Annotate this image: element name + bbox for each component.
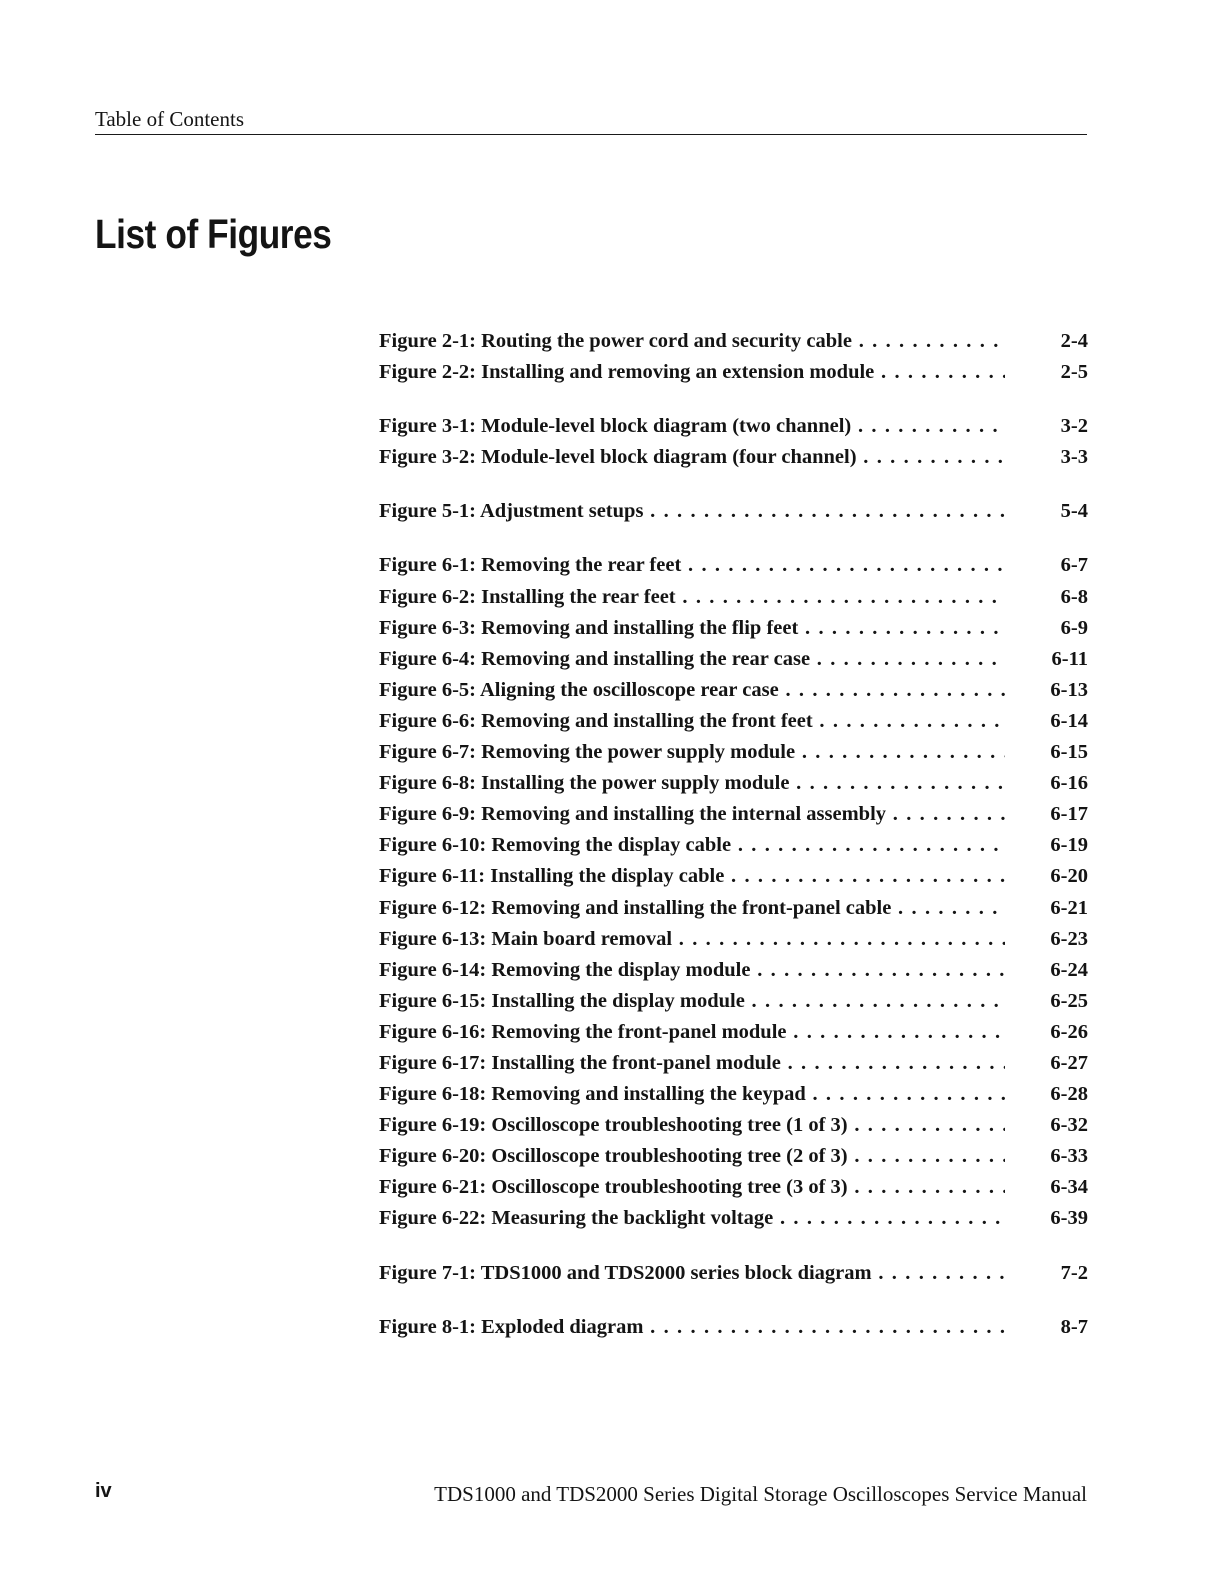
toc-entry-title[interactable]: Figure 6-19: Oscilloscope troubleshooting tree (1 of 3) . . . (379, 1110, 1005, 1141)
toc-entry[interactable] (379, 1203, 1088, 1234)
toc-entry-page[interactable]: 6-26 (1050, 1020, 1088, 1043)
toc-entry-page[interactable]: 6-20 (1050, 865, 1088, 888)
toc-entry[interactable] (379, 1017, 1088, 1048)
toc-entry[interactable] (379, 737, 1088, 768)
toc-entry[interactable] (379, 1141, 1088, 1172)
toc-entry-page[interactable]: 3-3 (1060, 446, 1088, 469)
toc-entry-title[interactable]: Figure 6-5: Aligning the oscilloscope rear case . . . (379, 675, 1005, 706)
toc-entry-title[interactable]: Figure 6-3: Removing and installing the flip feet . . . (379, 613, 1005, 644)
toc-entry[interactable] (379, 411, 1088, 442)
toc-entry-page[interactable]: 6-33 (1050, 1145, 1088, 1168)
toc-entry-title[interactable]: Figure 7-1: TDS1000 and TDS2000 series block diagram . . . (379, 1258, 1005, 1289)
toc-entry-title[interactable]: Figure 6-13: Main board removal . . . (379, 924, 1005, 955)
toc-entry-title[interactable]: Figure 6-18: Removing and installing the keypad . . . (379, 1079, 1005, 1110)
toc-entry[interactable] (379, 582, 1088, 613)
toc-entry-title[interactable]: Figure 6-16: Removing the front-panel module . . . (379, 1017, 1005, 1048)
toc-entry[interactable] (379, 675, 1088, 706)
toc-entry-page[interactable]: 6-14 (1050, 709, 1088, 732)
toc-entry[interactable] (379, 644, 1088, 675)
toc-entry[interactable] (379, 357, 1088, 388)
toc-entry[interactable] (379, 861, 1088, 892)
page-number: iv (95, 1480, 112, 1502)
toc-entry-page[interactable]: 2-4 (1060, 330, 1088, 352)
toc-entry-page[interactable]: 6-11 (1051, 647, 1088, 670)
toc-entry[interactable] (379, 924, 1088, 955)
toc-entry-title[interactable]: Figure 6-17: Installing the front-panel module . . . (379, 1048, 1005, 1079)
toc-entry-page[interactable]: 5-4 (1060, 500, 1088, 523)
page-title: List of Figures (95, 211, 332, 257)
toc-entry-page[interactable]: 6-17 (1050, 803, 1088, 826)
toc-entry-title[interactable]: Figure 6-4: Removing and installing the rear case . . . (379, 644, 1005, 675)
manual-title: TDS1000 and TDS2000 Series Digital Storage Oscilloscopes Service Manual (434, 1482, 1087, 1506)
toc-entry-page[interactable]: 6-21 (1050, 896, 1088, 919)
toc-entry[interactable] (379, 496, 1088, 527)
toc-entry-title[interactable]: Figure 3-1: Module-level block diagram (two channel) . . . (379, 411, 1005, 442)
toc-entry[interactable] (379, 1079, 1088, 1110)
toc-entry-title[interactable]: Figure 6-15: Installing the display module . . . (379, 986, 1005, 1017)
toc-entry-page[interactable]: 6-19 (1050, 834, 1088, 857)
toc-entry[interactable] (379, 550, 1088, 581)
toc-entry-page[interactable]: 6-7 (1060, 554, 1088, 577)
toc-entry-page[interactable]: 2-5 (1060, 361, 1088, 384)
toc-entry-page[interactable]: 6-15 (1050, 741, 1088, 764)
toc-entry-title[interactable]: Figure 6-21: Oscilloscope troubleshooting tree (3 of 3) . . . (379, 1172, 1005, 1203)
toc-entry-page[interactable]: 8-7 (1060, 1315, 1088, 1338)
toc-entry-page[interactable]: 6-24 (1050, 958, 1088, 981)
toc-entry[interactable] (379, 613, 1088, 644)
toc-entry-title[interactable]: Figure 6-2: Installing the rear feet . . . (379, 582, 1005, 613)
figure-group (379, 411, 1088, 473)
running-header-title: Table of Contents (95, 107, 244, 131)
toc-entry-title[interactable]: Figure 6-10: Removing the display cable . . . (379, 830, 1005, 861)
toc-entry-title[interactable]: Figure 5-1: Adjustment setups . . . (379, 496, 1005, 527)
toc-entry[interactable] (379, 326, 1088, 357)
toc-entry[interactable] (379, 1172, 1088, 1203)
toc-entry[interactable] (379, 442, 1088, 473)
toc-entry-page[interactable]: 7-2 (1060, 1261, 1088, 1284)
toc-entry[interactable] (379, 1048, 1088, 1079)
toc-entry-title[interactable]: Figure 6-20: Oscilloscope troubleshooting tree (2 of 3) . . . (379, 1141, 1005, 1172)
figure-group (379, 1258, 1088, 1289)
toc-entry-page[interactable]: 6-23 (1050, 927, 1088, 950)
toc-entry-page[interactable]: 6-32 (1050, 1114, 1088, 1137)
figure-group (379, 326, 1088, 388)
toc-entry[interactable] (379, 1110, 1088, 1141)
toc-entry-title[interactable]: Figure 6-1: Removing the rear feet . . . (379, 550, 1005, 581)
toc-entry[interactable] (379, 986, 1088, 1017)
toc-entry-title[interactable]: Figure 6-12: Removing and installing the front-panel cable . . . (379, 893, 1005, 924)
toc-entry[interactable] (379, 830, 1088, 861)
toc-entry-title[interactable]: Figure 2-1: Routing the power cord and security cable . . . (379, 326, 1005, 357)
toc-entry[interactable] (379, 955, 1088, 986)
running-header (95, 106, 1087, 135)
toc-entry[interactable] (379, 1312, 1088, 1343)
toc-entry[interactable] (379, 706, 1088, 737)
toc-entry-page[interactable]: 6-8 (1060, 585, 1088, 608)
toc-entry-page[interactable]: 6-25 (1050, 989, 1088, 1012)
toc-entry[interactable] (379, 799, 1088, 830)
toc-entry-title[interactable]: Figure 6-7: Removing the power supply module . . . (379, 737, 1005, 768)
toc-entry-page[interactable]: 6-39 (1050, 1207, 1088, 1230)
toc-entry-page[interactable]: 6-34 (1050, 1176, 1088, 1199)
toc-entry-page[interactable]: 6-9 (1060, 616, 1088, 639)
toc-entry-title[interactable]: Figure 6-6: Removing and installing the front feet . . . (379, 706, 1005, 737)
toc-entry-title[interactable]: Figure 2-2: Installing and removing an extension module . . . (379, 357, 1005, 388)
toc-entry-title[interactable]: Figure 6-14: Removing the display module . . . (379, 955, 1005, 986)
figure-group (379, 496, 1088, 527)
toc-entry-title[interactable]: Figure 6-8: Installing the power supply module . . . (379, 768, 1005, 799)
toc-entry-title[interactable]: Figure 3-2: Module-level block diagram (four channel) . . . (379, 442, 1005, 473)
toc-entry-title[interactable]: Figure 8-1: Exploded diagram . . . (379, 1312, 1005, 1343)
toc-entry[interactable] (379, 1258, 1088, 1289)
toc-entry-title[interactable]: Figure 6-11: Installing the display cable . . . (379, 861, 1005, 892)
toc-entry-page[interactable]: 3-2 (1060, 415, 1088, 438)
toc-entry-title[interactable]: Figure 6-22: Measuring the backlight voltage . . . (379, 1203, 1005, 1234)
toc-entry-page[interactable]: 6-16 (1050, 772, 1088, 795)
figure-group (379, 1312, 1088, 1343)
toc-entry-page[interactable]: 6-28 (1050, 1083, 1088, 1106)
figure-group (379, 550, 1088, 1234)
toc-entry-page[interactable]: 6-27 (1050, 1051, 1088, 1074)
toc-entry-title[interactable]: Figure 6-9: Removing and installing the internal assembly . . . (379, 799, 1005, 830)
toc-entry-page[interactable]: 6-13 (1050, 678, 1088, 701)
list-of-figures (379, 326, 1088, 1343)
toc-entry[interactable] (379, 893, 1088, 924)
toc-entry[interactable] (379, 768, 1088, 799)
